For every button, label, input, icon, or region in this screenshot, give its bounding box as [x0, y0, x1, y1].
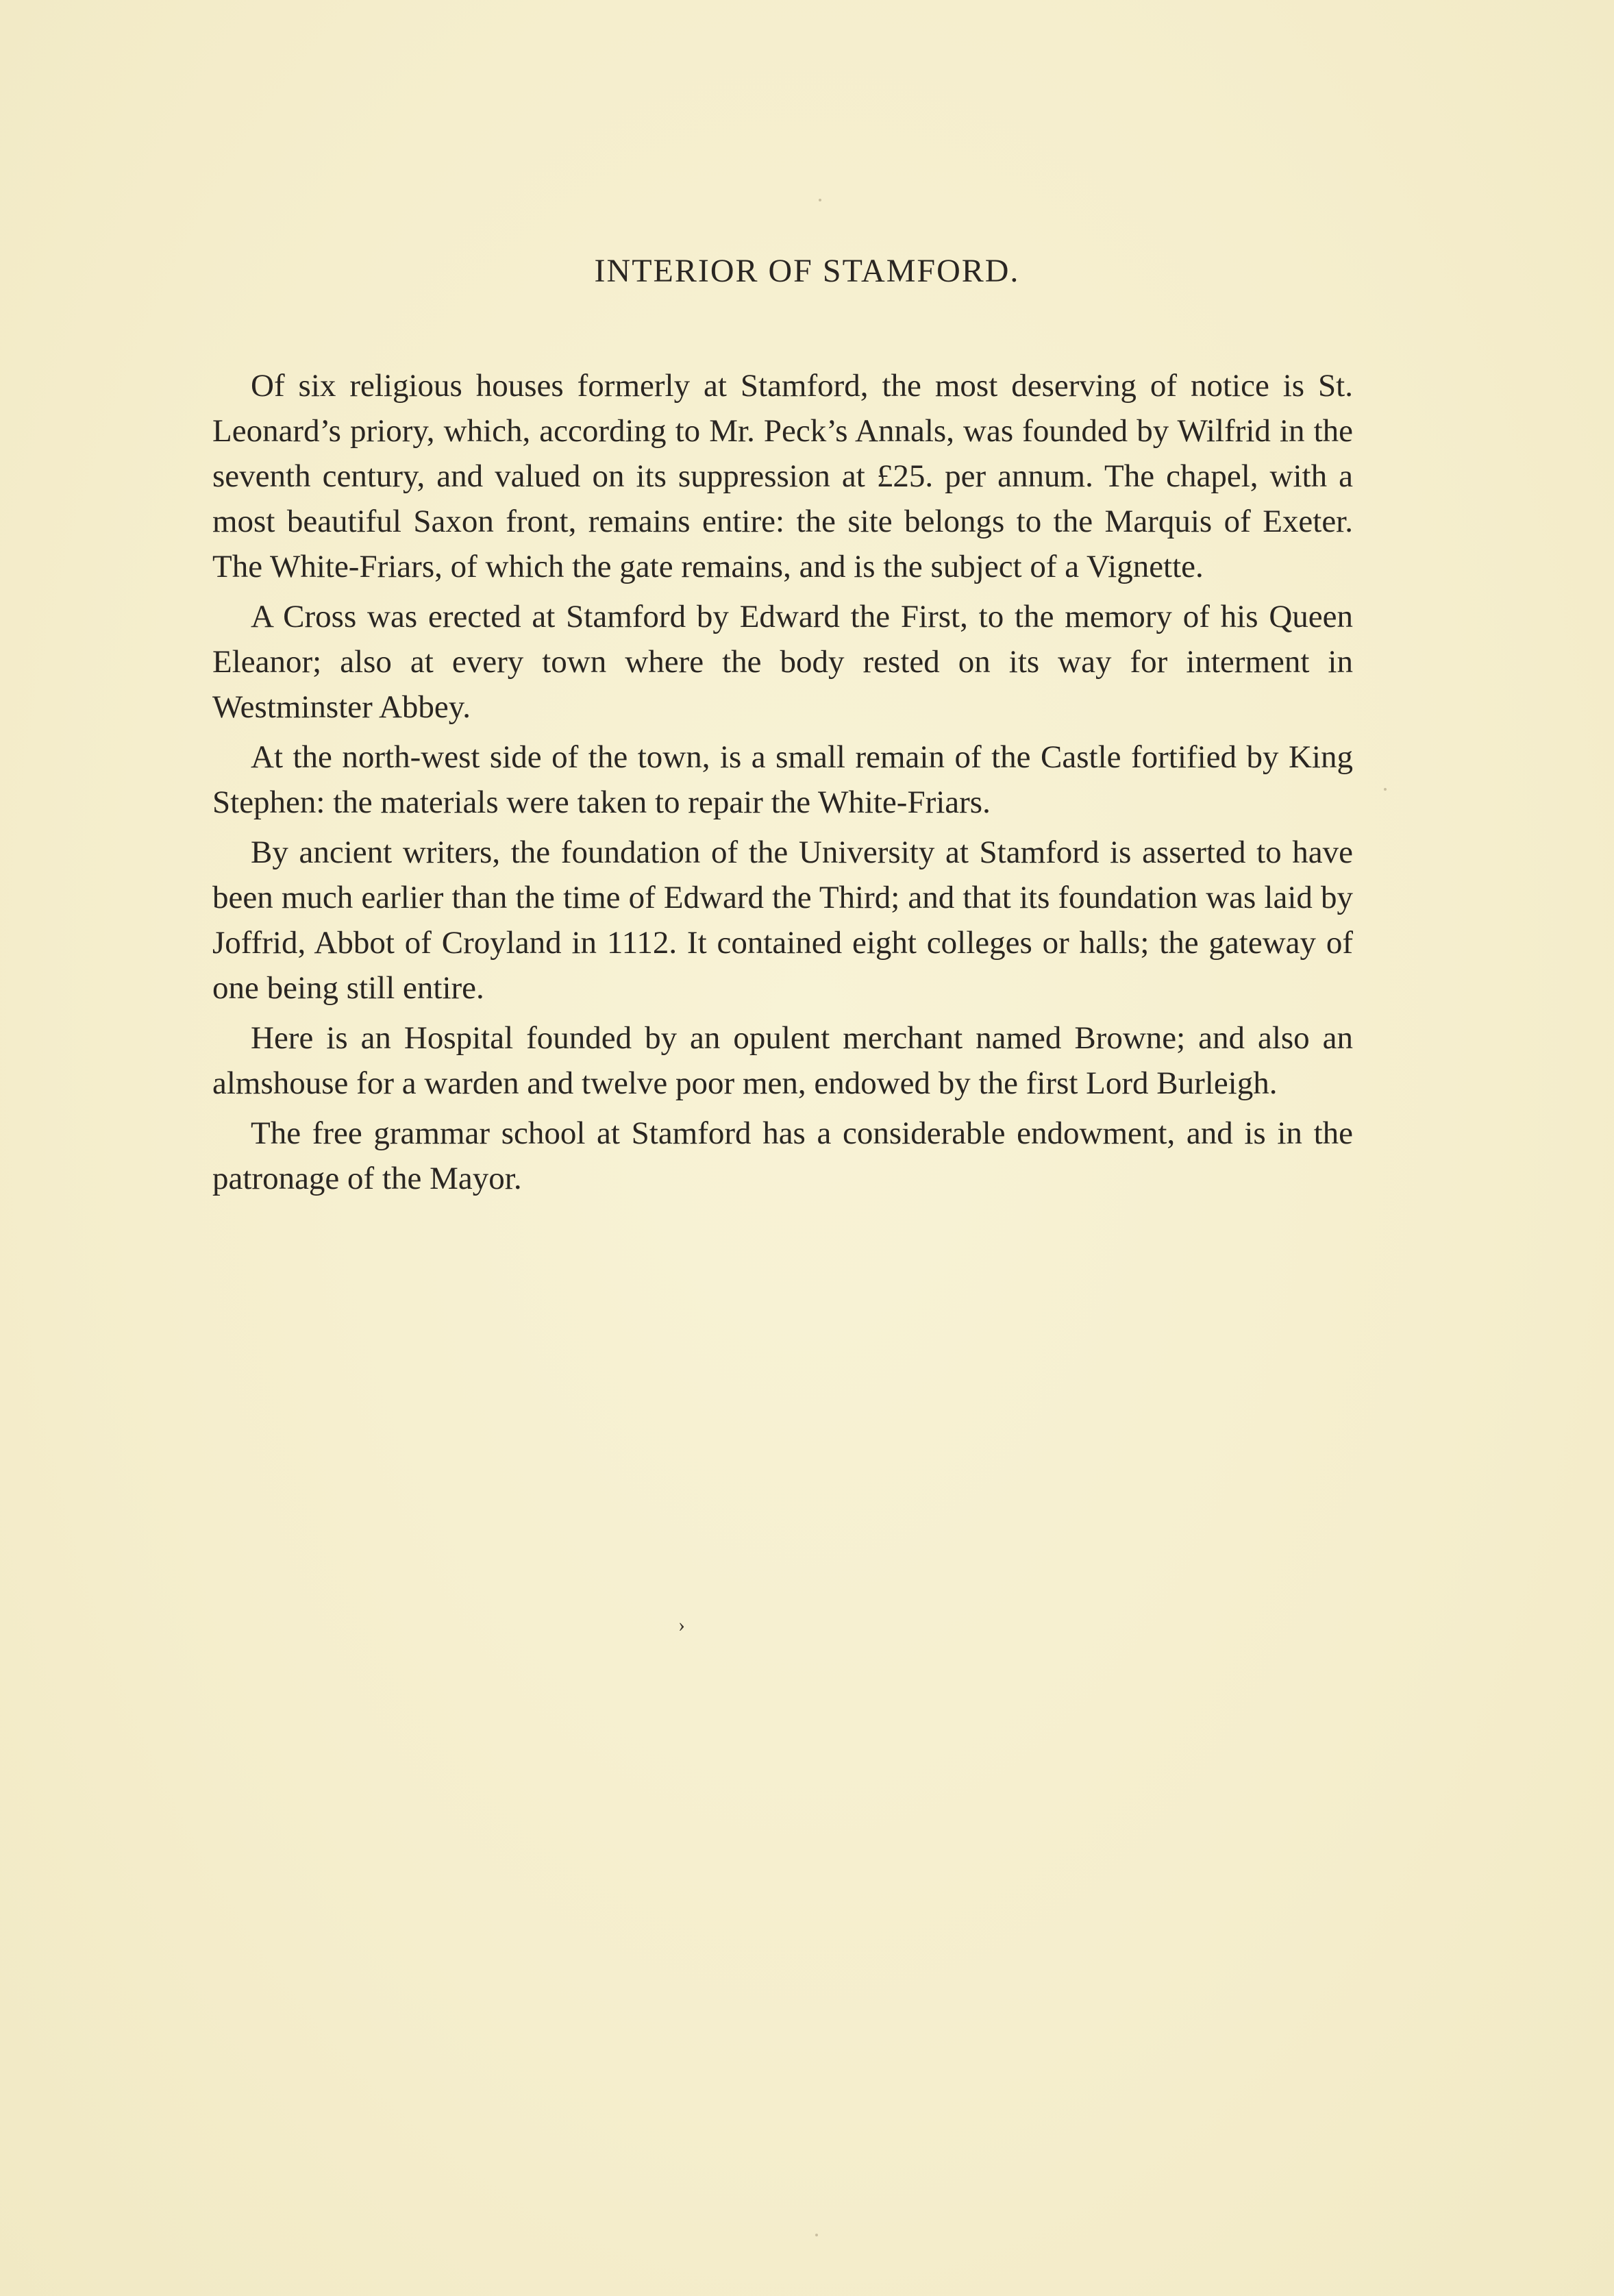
page-title: INTERIOR OF STAMFORD. [594, 253, 1020, 289]
paragraph-castle: At the north-west side of the town, is a small remain of the Castle fortified by King Stephen: the materials were taken to repair the White-Friars. [212, 739, 1353, 820]
body-text [212, 363, 1353, 1206]
paper-speck [819, 199, 821, 201]
paragraph-university: By ancient writers, the foundation of the University at Stamford is asserted to have been much earlier than the time of Edward the Third; and that its foundation was laid by Joffrid, Abbot of Croyland in 1112. It contained eight colleges or halls; the gateway of one being still entire. [212, 835, 1353, 1006]
paragraph-cross: A Cross was erected at Stamford by Edward the First, to the memory of his Queen Eleanor; also at every town where the body rested on its way for interment in Westminster Abbey. [212, 599, 1353, 725]
paper-speck [1384, 788, 1387, 791]
stray-printer-mark: › [678, 1614, 685, 1636]
paragraph-priory: Of six religious houses formerly at Stamford, the most deserving of notice is St. Leonard’s priory, which, according to Mr. Peck’s Annals, was founded by Wilfrid in the seventh century, and valued on its suppression at £25. per annum. The chapel, with a most beautiful Saxon front, remains entire: the site belongs to the Marquis of Exeter. The White-Friars, of which the gate remains, and is the subject of a Vignette. [212, 368, 1353, 584]
paragraph-school: The free grammar school at Stamford has a considerable endowment, and is in the patronage of the Mayor. [212, 1115, 1353, 1196]
paper-speck [815, 2234, 818, 2236]
paragraph-hospital: Here is an Hospital founded by an opulent merchant named Browne; and also an almshouse for a warden and twelve poor men, endowed by the first Lord Burleigh. [212, 1020, 1353, 1101]
